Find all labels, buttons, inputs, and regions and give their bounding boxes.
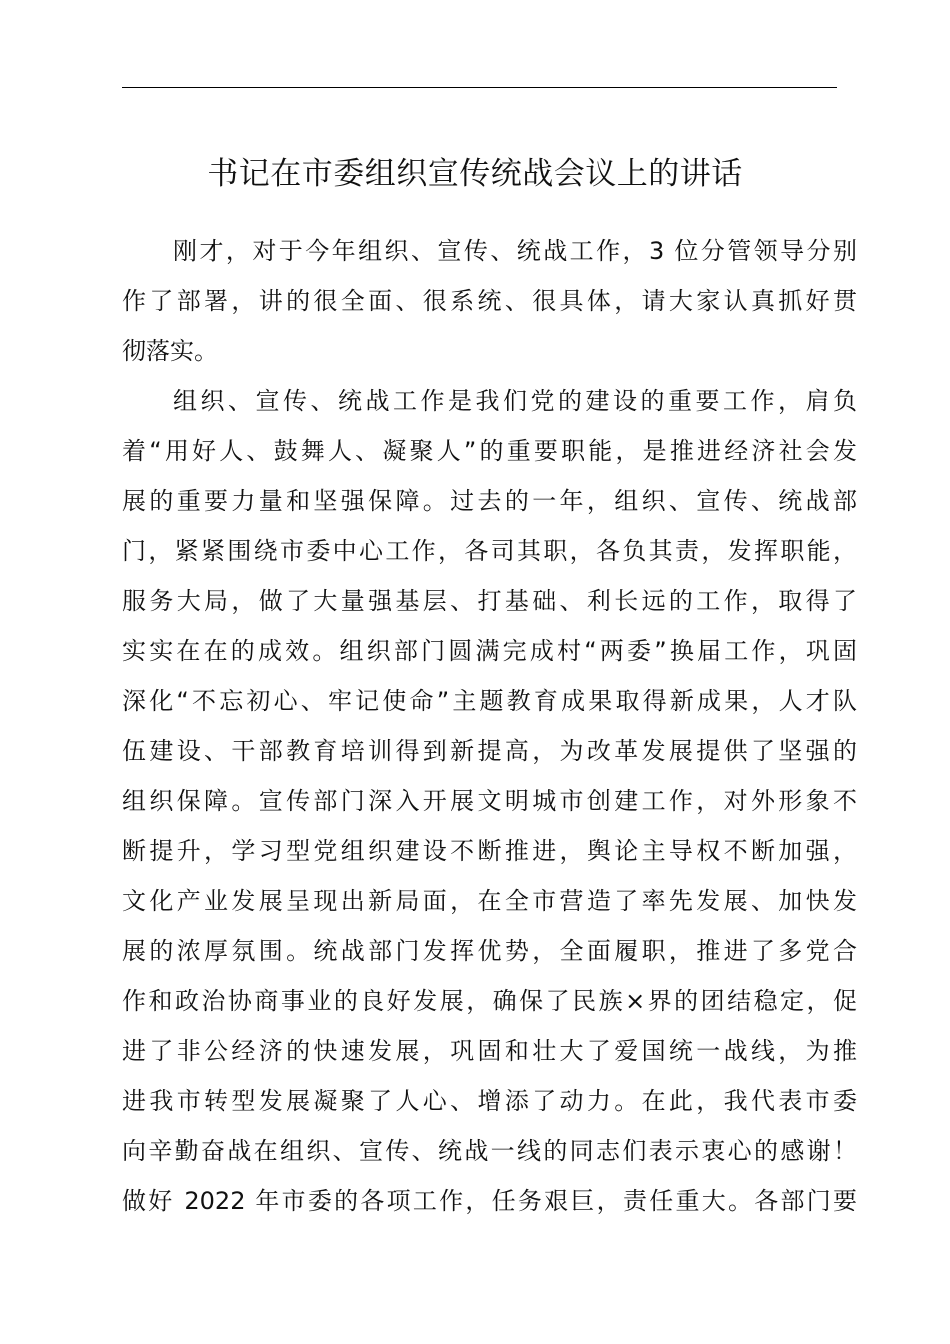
paragraph-2-line-16: 向辛勤奋战在组织、宣传、统战一线的同志们表示衷心的感谢！: [122, 1137, 857, 1165]
paragraph-2-line-8: 伍建设、干部教育培训得到新提高，为改革发展提供了坚强的: [122, 737, 857, 765]
paragraph-2-line-6: 实实在在的成效。组织部门圆满完成村“两委”换届工作，巩固: [122, 637, 857, 665]
paragraph-2-line-10: 断提升，学习型党组织建设不断推进，舆论主导权不断加强，: [122, 837, 857, 865]
paragraph-1-line-1: 刚才，对于今年组织、宣传、统战工作，3 位分管领导分别: [173, 237, 857, 265]
paragraph-2-line-2: 着“用好人、鼓舞人、凝聚人”的重要职能，是推进经济社会发: [122, 437, 857, 465]
paragraph-2-line-11: 文化产业发展呈现出新局面，在全市营造了率先发展、加快发: [122, 887, 857, 915]
paragraph-2-line-15: 进我市转型发展凝聚了人心、增添了动力。在此，我代表市委: [122, 1087, 857, 1115]
paragraph-2-line-13: 作和政治协商事业的良好发展，确保了民族×界的团结稳定，促: [122, 987, 857, 1015]
paragraph-2-line-3: 展的重要力量和坚强保障。过去的一年，组织、宣传、统战部: [122, 487, 857, 515]
paragraph-1-line-3: 彻落实。: [122, 337, 218, 365]
paragraph-2-line-4: 门，紧紧围绕市委中心工作，各司其职，各负其责，发挥职能，: [122, 537, 857, 565]
paragraph-2-line-17: 做好 2022 年市委的各项工作，任务艰巨，责任重大。各部门要: [122, 1187, 857, 1215]
paragraph-2-line-14: 进了非公经济的快速发展，巩固和壮大了爱国统一战线，为推: [122, 1037, 857, 1065]
header-rule: [122, 87, 837, 88]
paragraph-2-line-1: 组织、宣传、统战工作是我们党的建设的重要工作，肩负: [173, 387, 857, 415]
page-title: 书记在市委组织宣传统战会议上的讲话: [207, 156, 743, 192]
paragraph-2-line-7: 深化“不忘初心、牢记使命”主题教育成果取得新成果，人才队: [122, 687, 857, 715]
paragraph-2-line-12: 展的浓厚氛围。统战部门发挥优势，全面履职，推进了多党合: [122, 937, 857, 965]
paragraph-1-line-2: 作了部署，讲的很全面、很系统、很具体，请大家认真抓好贯: [122, 287, 857, 315]
paragraph-2-line-9: 组织保障。宣传部门深入开展文明城市创建工作，对外形象不: [122, 787, 857, 815]
document-body: [122, 226, 857, 1226]
paragraph-2-line-5: 服务大局，做了大量强基层、打基础、利长远的工作，取得了: [122, 587, 857, 615]
